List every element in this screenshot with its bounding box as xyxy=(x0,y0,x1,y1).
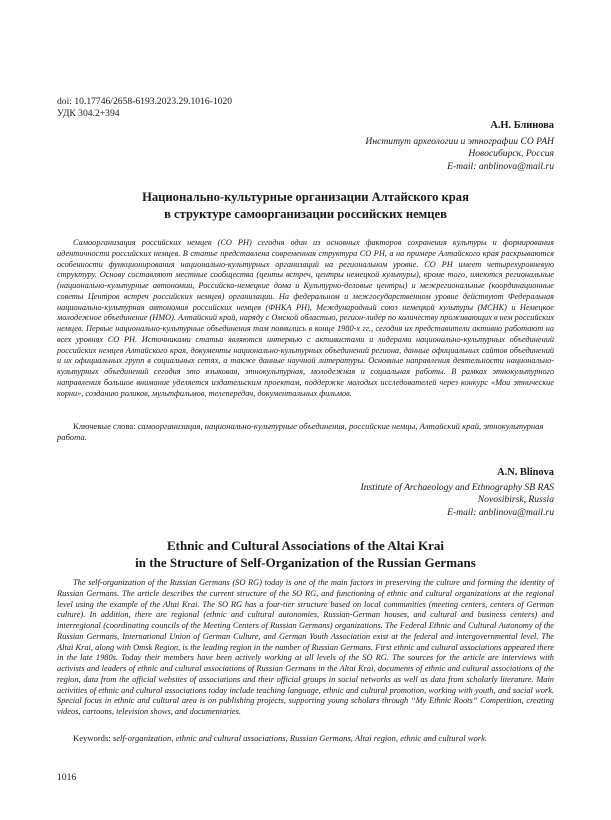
title-en-line-2: in the Structure of Self-Organization of the Russian Germans xyxy=(135,555,476,570)
affiliation-en xyxy=(361,482,554,519)
udc-code: УДК 304.2+394 xyxy=(57,108,120,119)
institute-ru: Институт археологии и этнографии СО РАН xyxy=(365,136,554,147)
keywords-ru-label: Ключевые слова: xyxy=(73,421,136,431)
doi: doi: 10.17746/2658-6193.2023.29.1016-1020 xyxy=(57,96,233,107)
affiliation-ru xyxy=(365,136,554,173)
keywords-en-text: self-organization, ethnic and cultural associations, Russian Germans, Altai region, ethnic and cultural work. xyxy=(112,733,488,743)
title-ru-line-1: Национально-культурные организации Алтайского края xyxy=(142,190,469,204)
author-name-en: A.N. Blinova xyxy=(497,467,554,478)
city-ru: Новосибирск, Россия xyxy=(468,148,554,160)
article-meta xyxy=(57,96,232,120)
title-ru-line-2: в структуре самоорганизации российских немцев xyxy=(164,207,447,221)
abstract-ru-text: Самоорганизация российских немцев (СО РН) сегодня один из основных факторов сохранения культуры и формирования идентичности российских немцев. В статье представлена современная структура СО РН, а на примере Алтайского края раскрываются особенности функционирования национально-культурных организаций на региональном уровне. СО РН имеет четырехуровневую структуру. Основу составляют местные сообщества (центы встреч, центры немецкой культуры), кроме того, имеются региональные (национально-культурные автономии, Российско-немецкие дома и Культурно-деловые центры) и межрегиональные (координационные советы Центров встреч российских немцев) организации. На федеральном и межгосударственном уровне действуют Федеральная национально-культурная автономия российских немцев (ФНКА РН), Международный союз немецкой культуры (МСНК) и Немецкое молодежное объединение (НМО). Алтайский край, наряду с Омской областью, регион-лидер по количеству проживающих в нем российских немцев. Первые национально-культурные объединения там появились в конце 1980-х гг., сегодня их представители активно работают на всех уровнях СО РН. Источниками статьи являются интервью с активистами и лидерами национально-культурных объединений российских немцев Алтайского края, документы национально-культурных объединений региона, данные официальных сайтов объединений и их официальных групп в социальных сетях, а также данные научной литературы. Основные направления деятельности национально-культурных объединений сегодня это языковая, этнокультурная, молодежная и социальная работы. В рамках этнокультурного направления большое внимание уделяется издательским проектам, поддержке молодых исследователей через конкурс «Мои этнические корни», созданию роликов, мультфильмов, телепередач, документальных фильмов. xyxy=(57,238,554,398)
keywords-ru xyxy=(57,421,554,443)
keywords-ru-text: самоорганизация, национально-культурные объединения, российские немцы, Алтайский край, этнокультурная работа. xyxy=(57,421,544,442)
city-en: Novosibirsk, Russia xyxy=(477,494,554,506)
abstract-ru xyxy=(57,238,554,399)
abstract-en xyxy=(57,578,554,718)
keywords-en-label: Keywords: xyxy=(73,733,111,743)
article-title-en xyxy=(57,537,554,571)
keywords-en xyxy=(57,733,554,744)
email-ru: E-mail: anblinova@mail.ru xyxy=(447,160,554,172)
abstract-en-text: The self-organization of the Russian Germans (SO RG) today is one of the main factors in preserving the culture and forming the identity of Russian Germans. The article describes the current structure of the SO RG, and functioning of ethnic and cultural organizations at the regional level using the example of the Altai Krai. The SO RG has a four-tier structure based on local communities (meeting centers, centers of German culture). In addition, there are regional (ethnic and cultural autonomies, Russian-German houses, and cultural and business centers) and interregional (coordinating councils of the Meeting Centers of Russian Germans) organizations. The Federal Ethnic and Cultural Autonomy of the Russian Germans, International Union of German Culture, and German Youth Association exist at the federal and intergovernmental level. The Altai Krai, along with Omsk Region, is the leading region in the number of Russian Germans. First ethnic and cultural associations appeared there in the late 1980s. Today their members have been actively working at all levels of the SO RG. The sources for the article are interviews with activists and leaders of ethnic and cultural associations of Russian Germans in the Altai Krai, documents of ethnic and cultural associations of the region, data from the official websites of associations and their official groups in social networks as well as data from scholarly literature. Main activities of ethnic and cultural associations today include teaching language, ethnic and cultural promotion, working with youth, and social work. Special focus in ethnic and cultural area is on publishing projects, supporting young scholars through “My Ethnic Roots” Competition, creating videos, cartoons, television shows, and documentaries. xyxy=(57,578,554,716)
author-name-ru: А.Н. Блинова xyxy=(490,120,554,131)
article-title-ru xyxy=(57,189,554,223)
title-en-line-1: Ethnic and Cultural Associations of the Altai Krai xyxy=(167,538,444,553)
email-en: E-mail: anblinova@mail.ru xyxy=(447,506,554,518)
page-number: 1016 xyxy=(57,772,77,783)
institute-en: Institute of Archaeology and Ethnography SB RAS xyxy=(360,482,554,493)
